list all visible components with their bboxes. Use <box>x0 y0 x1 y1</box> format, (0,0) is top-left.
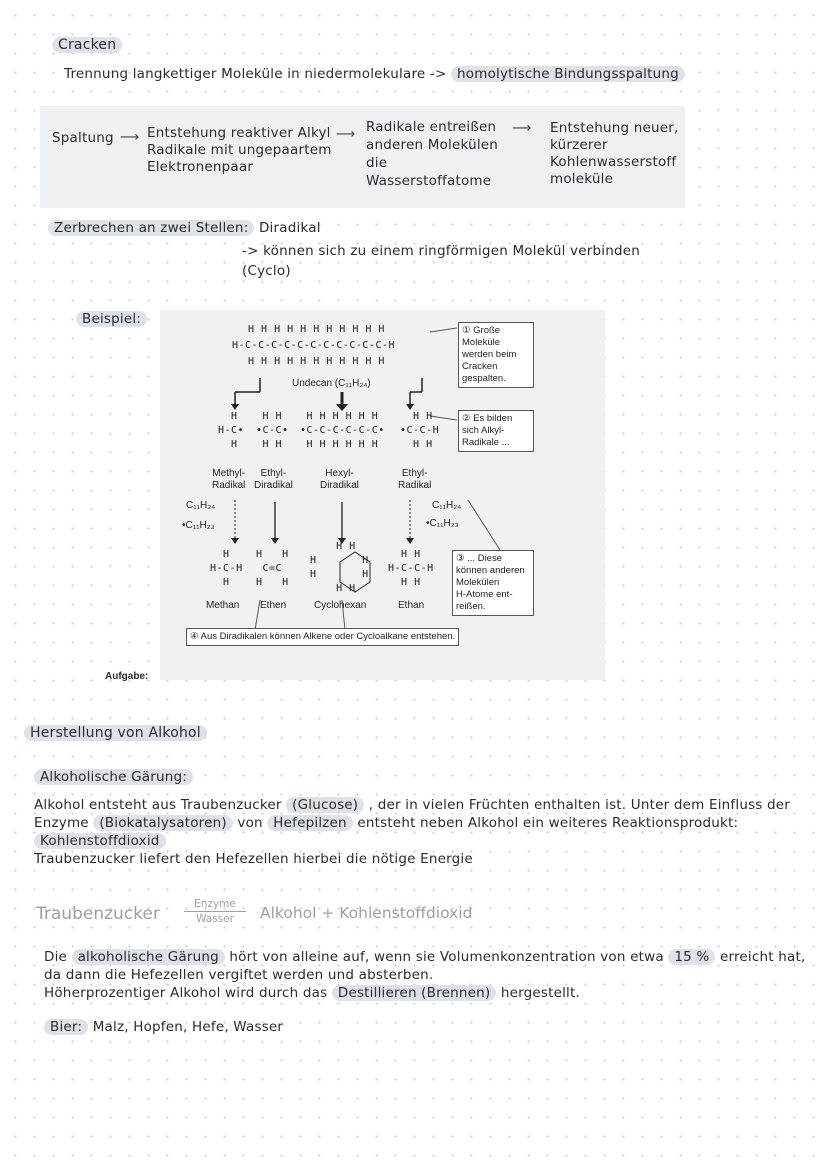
gaerung-end-paragraph: Die alkoholische Gärung hört von alleine auf, wenn sie Volumenkonzentration von etwa 15 % erreicht hat, da dann die Hefezellen vergiftet werden und absterben. Höherprozentiger Alkohol wird durch das Destillieren (Brennen) hergestellt. <box>44 949 806 1001</box>
ethyl-diradical-struct: H H •C-C• H H <box>256 411 289 450</box>
arrow-icon: ⟶ <box>336 126 356 142</box>
reagent-right-2: •C₁₁H₂₃ <box>426 518 459 529</box>
product-ethan: Ethan <box>398 600 425 611</box>
definition-highlight: homolytische Bindungsspaltung <box>451 66 685 82</box>
radical-label-ethyl-di: Ethyl- Diradikal <box>254 468 293 491</box>
callout-1: ① Große Moleküle werden beim Cracken gespalten. <box>458 322 534 388</box>
flow-step-spaltung: Spaltung <box>52 130 114 146</box>
undecan-label: Undecan (C₁₁H₂₄) <box>292 378 371 389</box>
radical-label-hexyl-di: Hexyl- Diradikal <box>320 468 359 491</box>
flow-step-alkyl-radikale: Entstehung reaktiver Alkyl Radikale mit ungepaartem Elektronenpaar <box>147 125 332 175</box>
figure-arrows <box>160 310 605 680</box>
section-heading-alkohol: Herstellung von Alkohol <box>24 725 207 741</box>
chain-middle-row: H-C-C-C-C-C-C-C-C-C-C-C-H <box>232 340 396 351</box>
callout-4: ④ Aus Diradikalen können Alkene oder Cycloalkane entstehen. <box>186 628 459 646</box>
flow-step-wasserstoff: Radikale entreißen anderen Molekülen die Wasserstoffatome <box>366 119 499 189</box>
hexyl-diradical-struct: H H H H H H •C-C-C-C-C-C• H H H H H H <box>300 411 385 450</box>
product-methan: Methan <box>206 600 240 611</box>
example-label: Beispiel: <box>76 311 147 327</box>
ethan-struct: H H H-C-C-H H H <box>388 549 434 588</box>
product-cyclohexan: Cyclohexan <box>314 600 367 611</box>
cyclohexan-struct: H H H H H H H H <box>310 541 369 594</box>
radical-label-ethyl: Ethyl- Radikal <box>398 468 432 491</box>
cracken-definition: Trennung langkettiger Moleküle in niedermolekulare -> homolytische Bindungsspaltung <box>64 66 685 82</box>
reagent-left-1: C₁₁H₂₄ <box>186 500 216 511</box>
ethyl-radical-struct: H H •C-C-H H H <box>400 411 440 450</box>
flow-step-neue-molekuele: Entstehung neuer, kürzerer Kohlenwasserstoff moleküle <box>550 120 679 187</box>
chain-top-row: H H H H H H H H H H H <box>248 324 385 335</box>
product-ethen: Ethen <box>260 600 287 611</box>
task-label: Aufgabe: <box>105 671 149 682</box>
radical-label-methyl: Methyl- Radikal <box>212 468 246 491</box>
diradikal-explanation: -> können sich zu einem ringförmigen Molekül verbinden (Cyclo) <box>242 243 640 279</box>
cracking-figure <box>160 310 605 680</box>
arrow-icon: ⟶ <box>120 129 140 145</box>
callout-2: ② Es bilden sich Alkyl- Radikale ... <box>458 410 534 452</box>
methyl-radical-struct: H H-C• H <box>218 411 245 450</box>
section-heading-cracken: Cracken <box>52 37 122 53</box>
reagent-left-2: •C₁₁H₂₃ <box>182 520 215 531</box>
arrow-icon: ⟶ <box>512 120 532 136</box>
callout-3: ③ ... Diese können anderen Molekülen H-Atome ent- reißen. <box>452 550 534 616</box>
equation-left: Traubenzucker <box>36 904 160 924</box>
bier-line: Bier: Malz, Hopfen, Hefe, Wasser <box>44 1019 283 1035</box>
diradikal-line: Zerbrechen an zwei Stellen: Diradikal <box>48 220 321 236</box>
equation-right: Alkohol + Kohlenstoffdioxid <box>260 904 473 922</box>
ethen-struct: H H C=C H H <box>256 549 289 588</box>
chain-bottom-row: H H H H H H H H H H H <box>248 356 385 367</box>
gaerung-paragraph: Alkohol entsteht aus Traubenzucker (Glucose) , der in vielen Früchten enthalten ist. Unter dem Einfluss der Enzyme (Biokatalysatoren) von Hefepilzen entsteht neben Alkohol ein weiteres Reaktionsprodukt: Kohlenstoffdioxid Traubenzucker liefert den Hefezellen hierbei die nötige Energie <box>34 797 791 867</box>
methan-struct: H H-C-H H <box>210 549 243 588</box>
subheading-gaerung: Alkoholische Gärung: <box>34 769 193 785</box>
reagent-right-1: C₁₁H₂₄ <box>432 500 462 511</box>
equation-arrow: Enzyme Wasser <box>184 898 246 925</box>
